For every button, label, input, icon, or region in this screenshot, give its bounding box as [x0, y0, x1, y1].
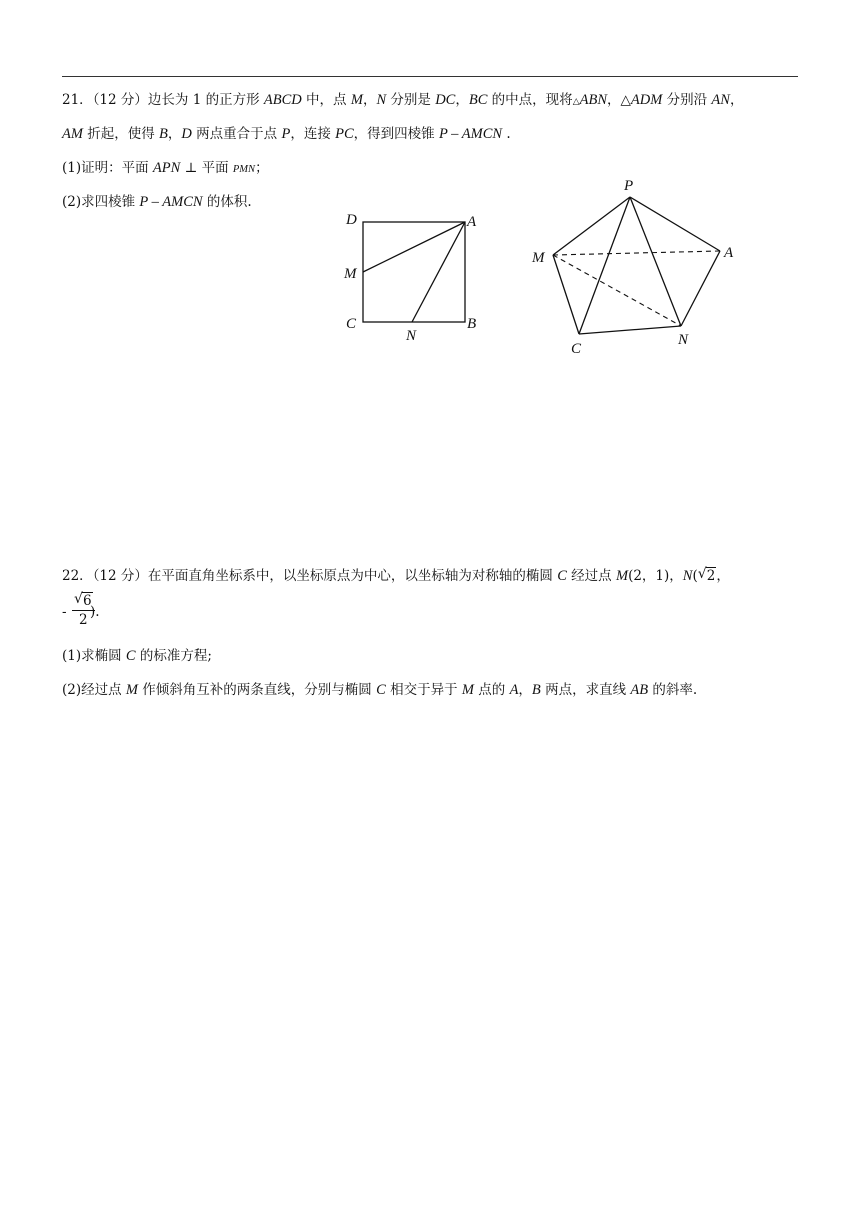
figure-pyramid [520, 170, 760, 360]
edge-MA-dashed [553, 251, 720, 255]
square-outline [363, 222, 465, 322]
label-D: D [346, 212, 357, 228]
label-M2: M [532, 250, 545, 266]
sqrt-2: √ 2 [697, 566, 716, 584]
label-C2: C [571, 341, 582, 357]
q21-part-2: (2)求四棱锥 P – AMCN 的体积. [62, 194, 252, 210]
label-N: N [406, 328, 417, 344]
header-rule [62, 76, 798, 77]
label-C: C [346, 316, 357, 332]
edge-PC [579, 197, 630, 334]
figure-square [330, 200, 500, 350]
edge-PA [630, 197, 720, 251]
label-A2: A [724, 245, 734, 261]
q22-line-1: 22．（12 分）在平面直角坐标系中，以坐标原点为中心，以坐标轴为对称轴的椭圆 C 经过点 M(2，1)，N( √ 2， [62, 566, 730, 584]
fraction-sqrt6-over-2: √ 6 2 [72, 592, 95, 629]
q22-part-1: (1)求椭圆 C 的标准方程; [62, 648, 212, 664]
edge-PN [630, 197, 681, 326]
edge-CN [579, 326, 681, 334]
label-P: P [624, 178, 634, 194]
label-M: M [344, 266, 357, 282]
segment-NA [412, 222, 465, 322]
segment-MA [363, 222, 465, 272]
edge-PM [553, 197, 630, 255]
edge-MC [553, 255, 579, 334]
label-B: B [467, 316, 477, 332]
q21-line-2: AM 折起，使得 B，D 两点重合于点 P，连接 PC，得到四棱锥 P – AMCN . [62, 126, 511, 142]
q22-minus: - [62, 604, 67, 620]
label-A: A [467, 214, 477, 230]
q22-part-2: (2)经过点 M 作倾斜角互补的两条直线，分别与椭圆 C 相交于异于 M 点的 A，B 两点，求直线 AB 的斜率. [62, 682, 698, 698]
q21-part-1: (1)证明：平面 APN ⊥ 平面 PMN； [62, 160, 269, 176]
q21-line-1: 21．（12 分）边长为 1 的正方形 ABCD 中，点 M，N 分别是 DC，BC 的中点，现将△ABN，△ADM 分别沿 AN， [62, 92, 744, 108]
q22-close: ). [90, 604, 100, 620]
edge-NA [681, 251, 720, 326]
label-N2: N [678, 332, 689, 348]
